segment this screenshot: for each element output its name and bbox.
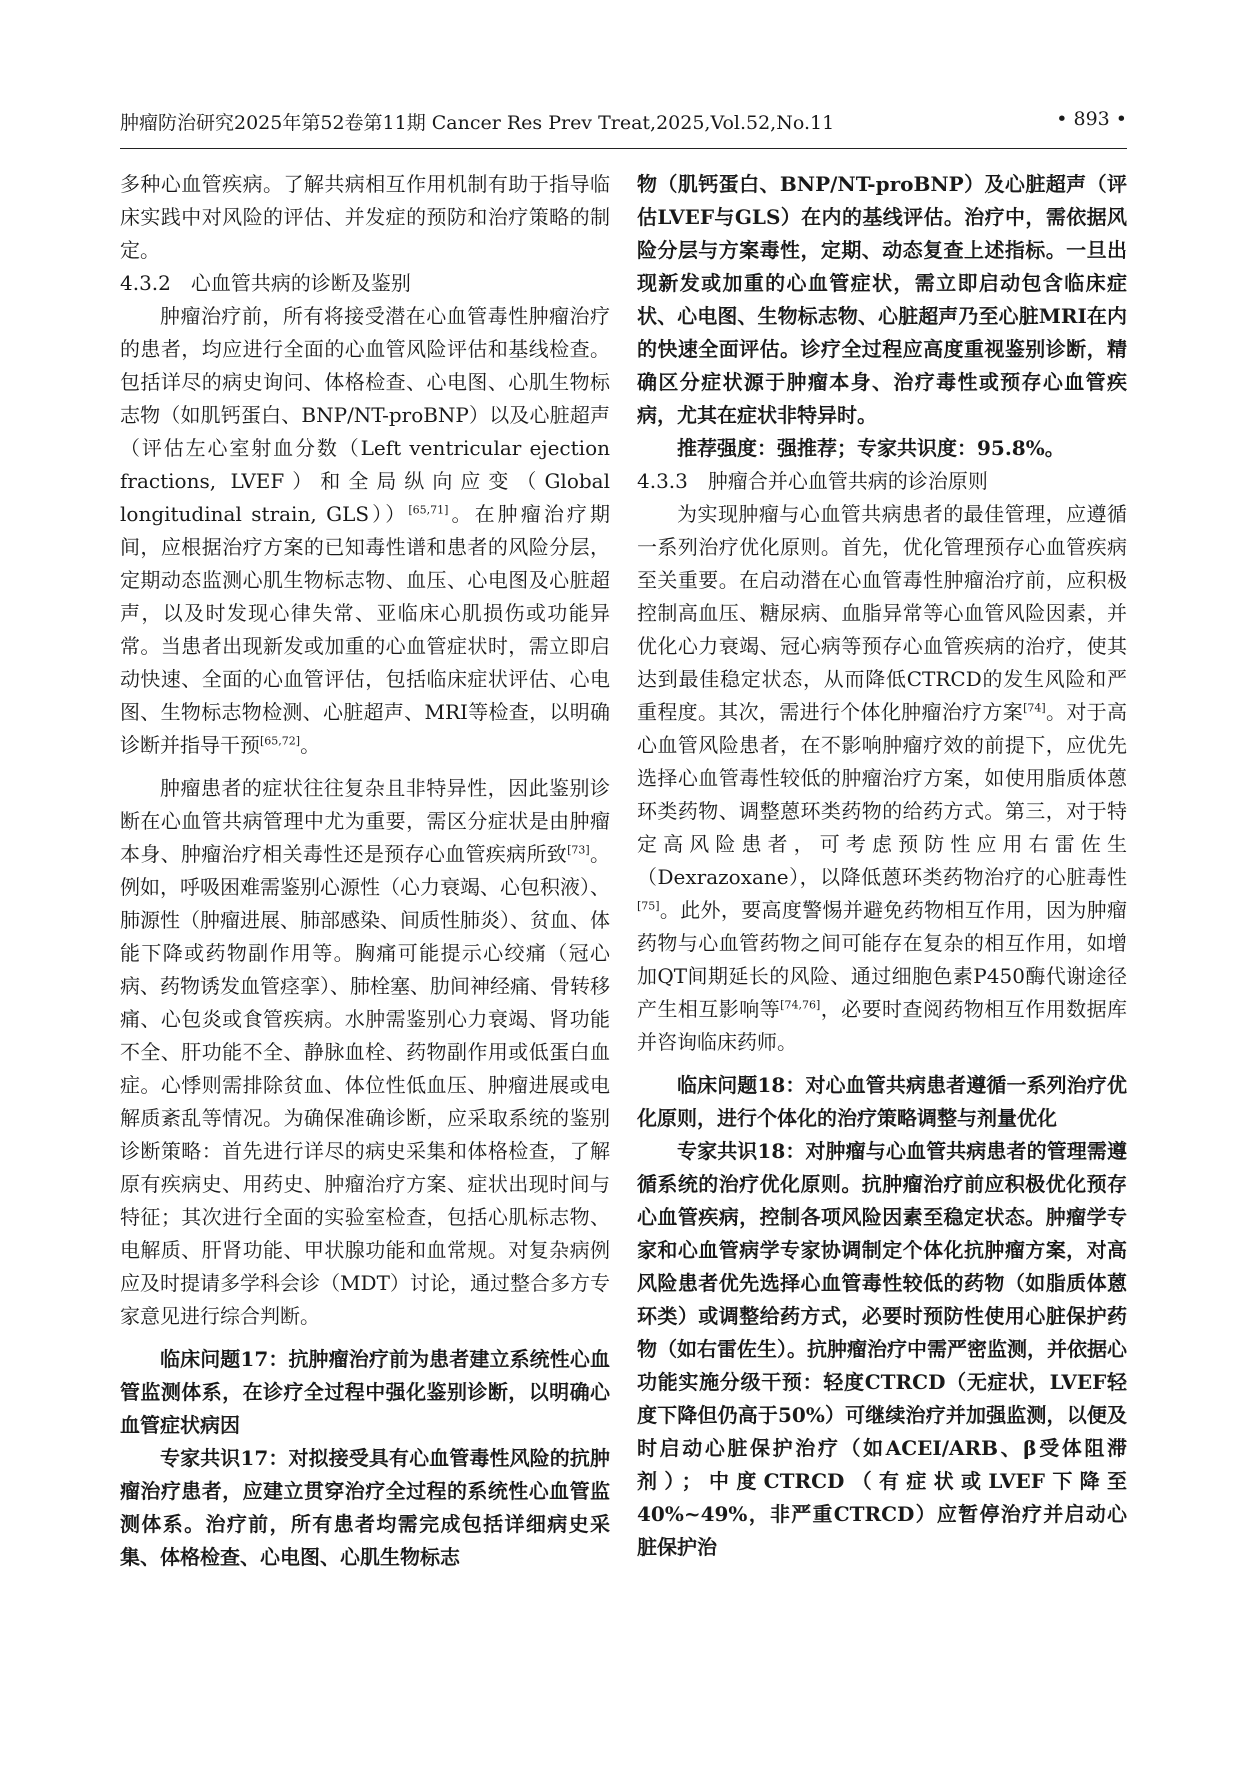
paragraph-text: 。例如，呼吸困难需鉴别心源性（心力衰竭、心包积液）、肺源性（肿瘤进展、肺部感染、间质性肺炎）、贫血、体能下降或药物副作用等。胸痛可能提示心绞痛（冠心病、药物诱发血管痉挛）、肺栓塞、肋间神经痛、骨转移痛、心包炎或食管疾病。水肿需鉴别心力衰竭、肾功能不全、肝功能不全、静脉血栓、药物副作用或低蛋白血症。心悸则需排除贫血、体位性低血压、肿瘤进展或电解质紊乱等情况。为确保准确诊断，应采取系统的鉴别诊断策略：首先进行详尽的病史采集和体格检查，了解原有疾病史、用药史、肿瘤治疗方案、症状出现时间与特征；其次进行全面的实验室检查，包括心肌标志物、电解质、肝肾功能、甲状腺功能和血常规。对复杂病例应及时提请多学科会诊（MDT）讨论，通过整合多方专家意见进行综合判断。 [120, 842, 611, 1328]
paragraph-text: 。对于高心血管风险患者，在不影响肿瘤疗效的前提下，应优先选择心血管毒性较低的肿瘤治疗方案，如使用脂质体蒽环类药物、调整蒽环类药物的给药方式。第三，对于特定高风险患者，可考虑预防性应用右雷佐生（Dexrazoxane），以降低蒽环类药物治疗的心脏毒性 [637, 700, 1128, 889]
running-header [120, 108, 1127, 149]
expert-consensus-17: 专家共识17：对拟接受具有心血管毒性风险的抗肿瘤治疗患者，应建立贯穿治疗全过程的系统性心血管监测体系。治疗前，所有患者均需完成包括详细病史采集、体格检查、心电图、心肌生物标志 [120, 1446, 610, 1569]
section-heading-4-3-2: 4.3.2 心血管共病的诊断及鉴别 [120, 271, 411, 295]
paragraph-text: 。此外，要高度警惕并避免药物相互作用，因为肿瘤药物与心血管药物之间可能存在复杂的相互作用，如增加QT间期延长的风险、通过细胞色素P450酶代谢途径产生相互影响等 [637, 898, 1127, 1021]
citation: [75] [637, 899, 660, 913]
expert-consensus-18: 专家共识18：对肿瘤与心血管共病患者的管理需遵循系统的治疗优化原则。抗肿瘤治疗前应积极优化预存心血管疾病，控制各项风险因素至稳定状态。肿瘤学专家和心血管病学专家协调制定个体化抗肿瘤方案，对高风险患者优先选择心血管毒性较低的药物（如脂质体蒽环类）或调整给药方式，必要时预防性使用心脏保护药物（如右雷佐生）。抗肿瘤治疗中需严密监测，并依据心功能实施分级干预：轻度CTRCD（无症状，LVEF轻度下降但仍高于50%）可继续治疗并加强监测，以便及时启动心脏保护治疗（如ACEI/ARB、β受体阻滞剂）；中度CTRCD（有症状或LVEF下降至40%~49%，非严重CTRCD）应暂停治疗并启动心脏保护治 [637, 1139, 1127, 1559]
journal-info: 肿瘤防治研究2025年第52卷第11期 Cancer Res Prev Treat,2025,Vol.52,No.11 [120, 112, 835, 134]
left-column [120, 168, 610, 1574]
recommendation-strength: 推荐强度：强推荐；专家共识度：95.8%。 [677, 436, 1065, 460]
paragraph-text: ，必要时查阅药物相互作用数据库并咨询临床药师。 [637, 997, 1128, 1054]
paragraph-text: 。在肿瘤治疗期间，应根据治疗方案的已知毒性谱和患者的风险分层，定期动态监测心肌生物标志物、血压、心电图及心脏超声，以及时发现心律失常、亚临床心肌损伤或功能异常。当患者出现新发或加重的心血管症状时，需立即启动快速、全面的心血管评估，包括临床症状评估、心电图、生物标志物检测、心脏超声、MRI等检查，以明确诊断并指导干预 [120, 502, 610, 757]
citation: [65,72] [260, 734, 301, 748]
paragraph-treatment-principles [637, 498, 1127, 1059]
paragraph-text: 。 [300, 733, 321, 757]
citation: [74] [1023, 701, 1046, 715]
clinical-question-18: 临床问题18：对心血管共病患者遵循一系列治疗优化原则，进行个体化的治疗策略调整与剂量优化 [637, 1073, 1127, 1130]
paragraph-text: 肿瘤患者的症状往往复杂且非特异性，因此鉴别诊断在心血管共病管理中尤为重要，需区分症状是由肿瘤本身、肿瘤治疗相关毒性还是预存心血管疾病所致 [120, 776, 610, 866]
paragraph-text: 为实现肿瘤与心血管共病患者的最佳管理，应遵循一系列治疗优化原则。首先，优化管理预存心血管疾病至关重要。在启动潜在心血管毒性肿瘤治疗前，应积极控制高血压、糖尿病、血脂异常等心血管风险因素，并优化心力衰竭、冠心病等预存心血管疾病的治疗，使其达到最佳稳定状态，从而降低CTRCD的发生风险和严重程度。其次，需进行个体化肿瘤治疗方案 [637, 502, 1127, 724]
clinical-question-17: 临床问题17：抗肿瘤治疗前为患者建立系统性心血管监测体系，在诊疗全过程中强化鉴别诊断，以明确心血管症状病因 [120, 1347, 610, 1437]
citation: [73] [567, 843, 590, 857]
citation: [74,76] [780, 998, 821, 1012]
paragraph-text: 肿瘤治疗前，所有将接受潜在心血管毒性肿瘤治疗的患者，均应进行全面的心血管风险评估和基线检查。包括详尽的病史询问、体格检查、心电图、心肌生物标志物（如肌钙蛋白、BNP/NT-proBNP）以及心脏超声（评估左心室射血分数（Left ventricular ejection fractions, LVEF）和全局纵向应变（Global longitudinal strain, GLS）） [120, 304, 610, 526]
paragraph-continuation: 多种心血管疾病。了解共病相互作用机制有助于指导临床实践中对风险的评估、并发症的预防和治疗策略的制定。 [120, 172, 610, 262]
right-column [637, 168, 1127, 1564]
citation: [65,71] [408, 503, 449, 517]
paragraph-baseline-assessment [120, 300, 610, 762]
section-heading-4-3-3: 4.3.3 肿瘤合并心血管共病的诊治原则 [637, 469, 988, 493]
paragraph-differential-diagnosis [120, 772, 610, 1333]
page-number: • 893 • [1056, 108, 1127, 130]
expert-consensus-17-continued: 物（肌钙蛋白、BNP/NT-proBNP）及心脏超声（评估LVEF与GLS）在内的基线评估。治疗中，需依据风险分层与方案毒性，定期、动态复查上述指标。一旦出现新发或加重的心血管症状，需立即启动包含临床症状、心电图、生物标志物、心脏超声乃至心脏MRI在内的快速全面评估。诊疗全过程应高度重视鉴别诊断，精确区分症状源于肿瘤本身、治疗毒性或预存心血管疾病，尤其在症状非特异时。 [637, 172, 1127, 427]
